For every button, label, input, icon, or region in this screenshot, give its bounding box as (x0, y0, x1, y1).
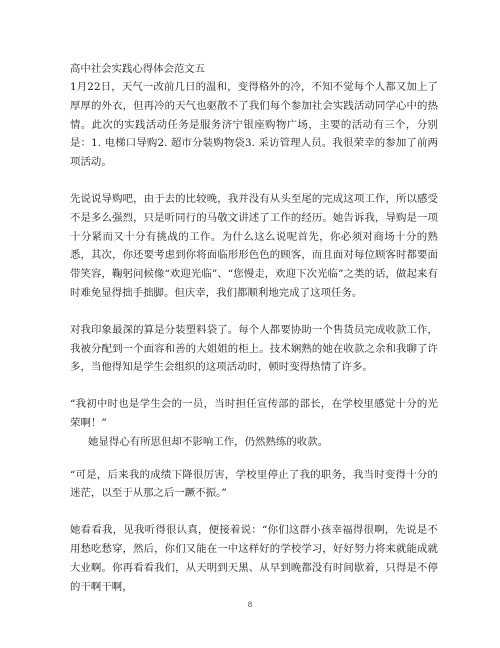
paragraph-5: 她显得心有所思但却不影响工作，仍然熟练的收款。 (88, 435, 329, 448)
paragraph-3: 对我印象最深的算是分装塑料袋了。每个人都要协助一个售货员完成收款工作，我被分配到一个面容和善的大姐姐的柜上。技术娴熟的她在收款之余和我聊了许多，当他得知是学生会组织的这项活动时，顿时变得热情了许多。 (70, 323, 438, 374)
paragraph-4: “我初中时也是学生会的一员，当时担任宣传部的部长，在学校里感觉十分的光荣啊！” (70, 398, 438, 429)
document-title: 高中社会实践心得体会范文五 (70, 63, 206, 75)
paragraph-7: 她看看我，见我听得很认真，便接着说：“你们这群小孩幸福得很啊，先说是不用愁吃愁穿，然后，你们又能在一中这样好的学校学习，好好努力将来就能成就大业啊。你再看看我们，从天明到天黑、从早到晚都没有时间歇着，只得是不停的干啊干啊， (70, 524, 438, 593)
paragraph-2: 先说说导购吧，由于去的比较晚，我并没有从头至尾的完成这项工作，所以感受不是多么强烈，只是听同行的马敬文讲述了工作的经历。她告诉我，导购是一项十分紧而又十分有挑战的工作。为什么这么说呢首先，你必须对商场十分的熟悉，其次，你还要考虑到你将面临形形色色的顾客，而且面对每位顾客时都要面带笑容，鞠躬问候像“欢迎光临”、“您慢走，欢迎下次光临”之类的话，做起来有时难免显得拙手拙脚。但庆幸，我们都顺利地完成了这项任务。 (70, 192, 438, 299)
paragraph-1: 1月22日，天气一改前几日的温和，变得格外的冷，不知不觉每个人都又加上了厚厚的外衣，但再冷的天气也驱散不了我们每个参加社会实践活动同学心中的热情。此次的实践活动任务是服务济宁银座购物广场，主要的活动有三个，分别是：1. 电梯口导购2. 超市分装购物袋3. 采访管理人员。我很荣幸的参加了前两项活动。 (70, 81, 438, 169)
document-body (70, 60, 438, 596)
page-number: 8 (247, 601, 253, 609)
paragraph-6: “可是，后来我的成绩下降很厉害，学校里停止了我的职务，我当时变得十分的迷茫，以至于从那之后一蹶不振。” (70, 468, 438, 500)
